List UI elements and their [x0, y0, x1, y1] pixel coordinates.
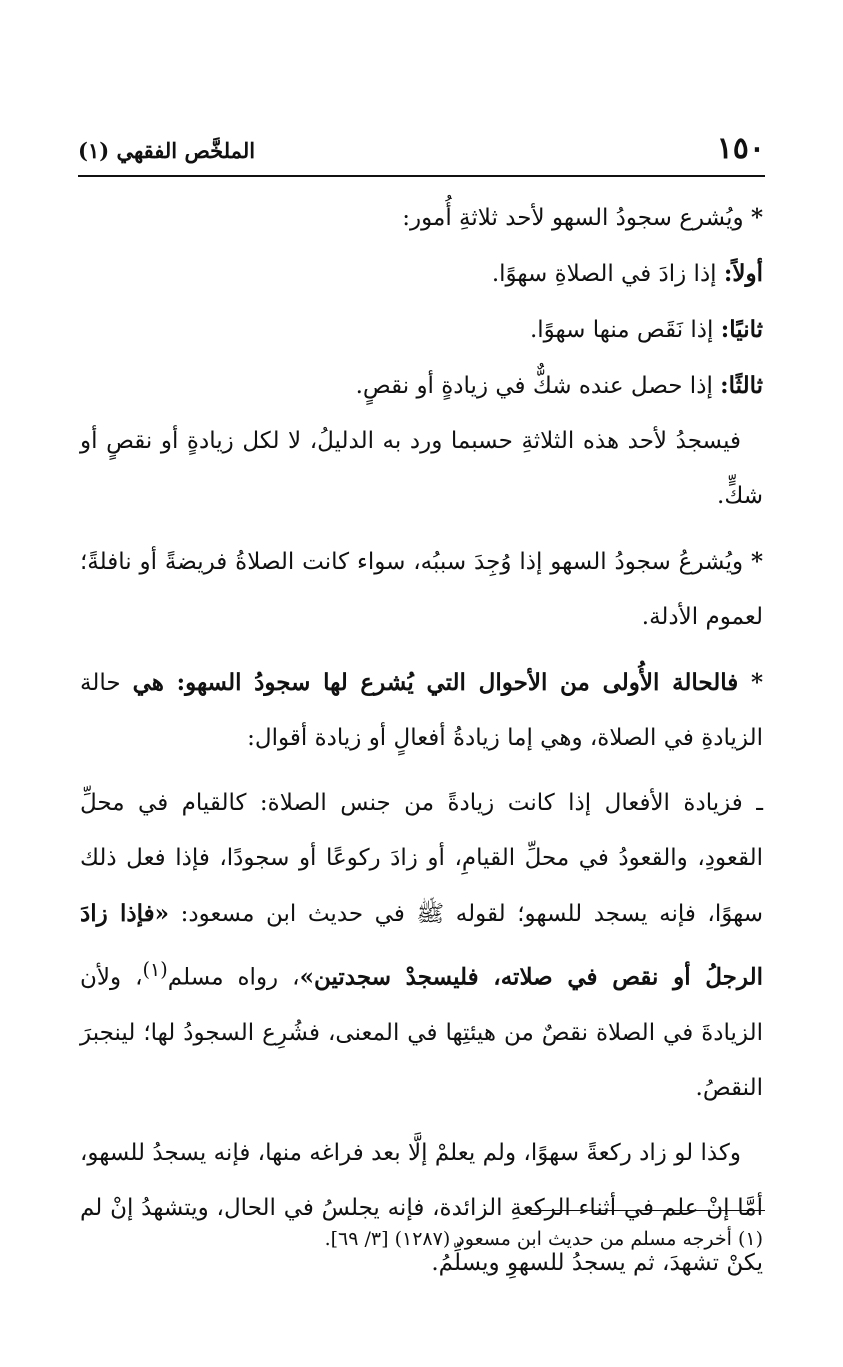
- paragraph-8-text-c: ، ولأن الزيادةَ في الصلاة نقصٌ من هيئتِها في المعنى، فشُرِع السجودُ لها؛ لينجبرَ النقصُ.: [80, 964, 763, 1101]
- book-title: الملخَّص الفقهي (١): [78, 138, 256, 163]
- paragraph-3-text: إذا نَقَص منها سهوًا.: [529, 317, 721, 343]
- paragraph-gap: [80, 1116, 763, 1126]
- paragraph-gap: [80, 524, 763, 534]
- footnote-number: (١): [737, 1228, 763, 1250]
- paragraph-4-text: إذا حصل عنده شكٌّ في زيادةٍ أو نقصٍ.: [355, 373, 721, 399]
- paragraph-4: [80, 358, 763, 414]
- page-body: [80, 190, 763, 1291]
- paragraph-7: [80, 655, 763, 766]
- item-label-first: أولاً:: [723, 260, 763, 287]
- paragraph-3: [80, 302, 763, 358]
- paragraph-1-text: ويُشرع سجودُ السهو لأحد ثلاثةِ أُمور:: [402, 205, 751, 231]
- page-header: [78, 132, 765, 174]
- paragraph-2: [80, 246, 763, 302]
- paragraph-7-heading: فالحالة الأُولى من الأحوال التي يُشرع لها سجودُ السهو: هي: [132, 669, 751, 696]
- hadith-quote: «فإذا زادَ الرجلُ أو نقص في صلاته، فليسجدْ سجدتين»: [80, 900, 763, 991]
- page-number: ١٥٠: [716, 131, 765, 166]
- paragraph-8: [80, 776, 763, 1116]
- paragraph-5: فيسجدُ لأحد هذه الثلاثةِ حسبما ورد به الدليلُ، لا لكل زيادةٍ أو نقصٍ أو شكٍّ.: [80, 428, 763, 509]
- paragraph-8-text-b: ، رواه مسلم: [167, 964, 300, 991]
- bullet-star: *: [750, 669, 763, 696]
- footnote-ref: (١): [142, 958, 168, 981]
- bullet-star: *: [750, 204, 763, 231]
- paragraph-7-text: حالة الزيادةِ في الصلاة، وهي إما زيادةُ أفعالٍ أو زيادة أقوال:: [80, 670, 763, 751]
- paragraph-2-text: إذا زادَ في الصلاةِ سهوًا.: [491, 261, 724, 287]
- item-label-second: ثانيًا:: [720, 316, 763, 343]
- paragraph-gap: [80, 766, 763, 776]
- paragraph-8-text-a: ـ فزيادة الأفعال إذا كانت زيادةً من جنس الصلاة: كالقيام في محلِّ القعودِ، والقعودُ في محلِّ القيامِ، أو زادَ ركوعًا أو سجودًا، فإذا فعل ذلك سهوًا، فإنه يسجد للسهو؛ لقوله ﷺ في حديث ابن مسعود:: [80, 790, 763, 927]
- bullet-star: *: [750, 548, 763, 575]
- paragraph-6: [80, 534, 763, 645]
- paragraph-6-text: ويُشرعُ سجودُ السهو إذا وُجِدَ سببُه، سواء كانت الصلاةُ فريضةً أو نافلةً؛ لعموم الأدلة.: [80, 549, 763, 630]
- item-label-third: ثالثًا:: [720, 372, 763, 399]
- paragraph-9: وكذا لو زاد ركعةً سهوًا، ولم يعلمْ إلَّا بعد فراغه منها، فإنه يسجدُ للسهو، أمَّا إنْ علم في أثناء الركعةِ الزائدة، فإنه يجلسُ في الحال، ويتشهدُ إنْ لم يكنْ تشهدَ، ثم يسجدُ للسهوِ ويسلِّمُ.: [80, 1139, 763, 1276]
- footnote-text: أخرجه مسلم من حديث ابن مسعود (١٢٨٧) [٣/ ٦٩].: [324, 1228, 738, 1250]
- footnote-rule: [527, 1210, 765, 1211]
- paragraph-1: [80, 190, 763, 246]
- footnote: [80, 1222, 763, 1256]
- paragraph-gap: [80, 645, 763, 655]
- header-rule: [78, 175, 765, 177]
